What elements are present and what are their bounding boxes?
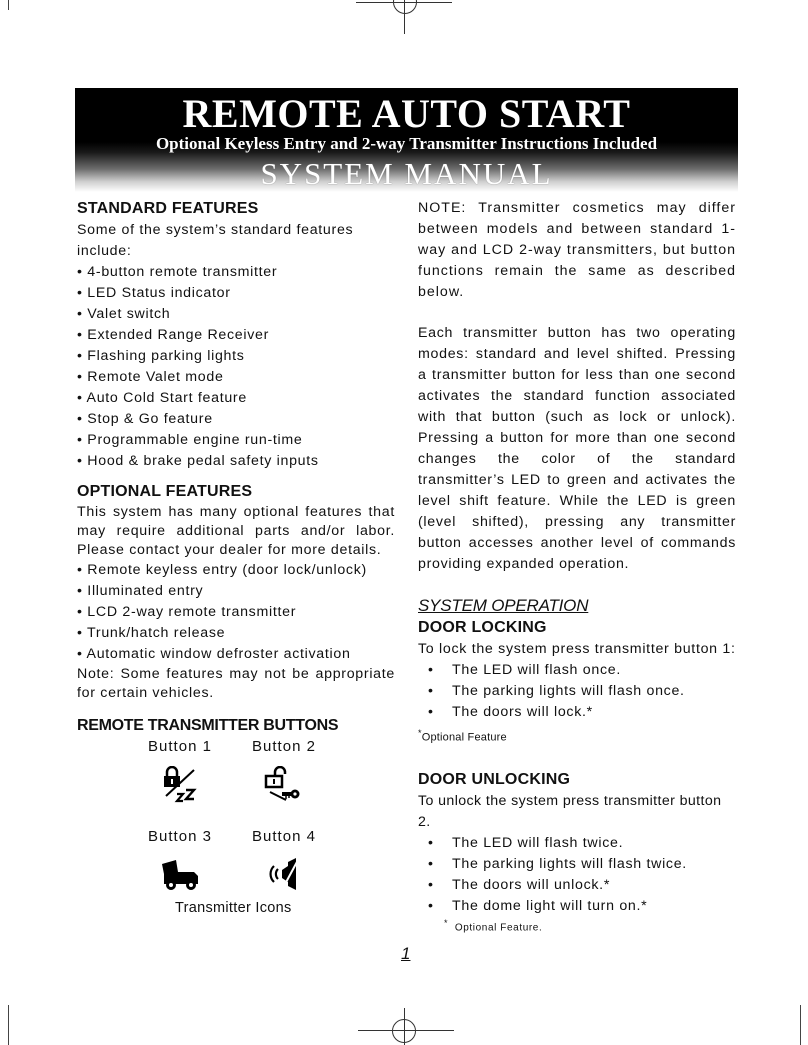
transmitter-note: NOTE: Transmitter cosmetics may differ between models and between standard 1-way and LCD 2-way transmitters, but button functions remain the same as described below. [418,200,736,300]
optional-features-heading: OPTIONAL FEATURES [77,483,253,500]
list-item: • Extended Range Receiver [77,327,270,343]
list-item: • Flashing parking lights [77,348,245,364]
page-subtitle: Optional Keyless Entry and 2-way Transmitter Instructions Included [155,134,658,153]
door-unlocking-list [418,833,736,917]
standard-features-list [77,262,395,472]
list-item: • The LED will flash twice. [428,834,624,851]
list-item: • The doors will unlock.* [428,876,611,893]
list-item: • Programmable engine run-time [77,432,303,448]
list-item: • Valet switch [77,306,171,322]
optional-features-list [77,560,395,665]
left-column [77,198,395,737]
optional-features-intro: This system has many optional features that may require additional parts and/or labor. Please contact your dealer for more details. [77,504,395,558]
optional-features-note: Note: Some features may not be appropriate for certain vehicles. [77,666,395,701]
right-column [418,198,736,934]
list-item: • Hood & brake pedal safety inputs [77,453,319,469]
list-item: • Remote Valet mode [77,369,224,385]
door-unlocking-heading: DOOR UNLOCKING [418,770,571,788]
door-locking-heading: DOOR LOCKING [418,619,547,636]
button-4-label: Button 4 [252,828,316,845]
button-2-label: Button 2 [252,738,316,755]
list-item: • The parking lights will flash twice. [428,855,687,872]
system-operation-heading: SYSTEM OPERATION [418,596,589,615]
locking-footnote: *Optional Feature [418,728,507,744]
list-item: • The doors will lock.* [428,704,593,720]
trunk-car-icon [160,858,202,892]
manual-title: SYSTEM MANUAL [260,156,553,191]
list-item: • The dome light will turn on.* [428,897,648,914]
transmitter-icons-caption: Transmitter Icons [175,900,292,916]
door-unlocking-intro: To unlock the system press transmitter button 2. [418,792,722,830]
door-locking-list [418,660,736,723]
list-item: • LED Status indicator [77,285,231,301]
list-item: • The LED will flash once. [428,662,621,678]
button-1-label: Button 1 [148,738,212,755]
operating-modes-paragraph: Each transmitter button has two operating modes: standard and level shifted. Pressing a transmitter button for less than one second activates the standard function associated with that button (such as lock or unlock). Pressing a button for more than one second changes the color of the standard transmitter’s LED to green and activates the level shift feature. While the LED is green (level shifted), pressing any transmitter button accesses another level of commands providing expanded operation. [418,325,736,572]
standard-features-intro: Some of the system’s standard features include: [77,222,354,259]
door-locking-intro: To lock the system press transmitter button 1: [418,641,736,657]
list-item: • Illuminated entry [77,583,204,599]
list-item: • Remote keyless entry (door lock/unlock) [77,562,367,578]
standard-features-heading: STANDARD FEATURES [77,200,259,217]
page-number: 1 [401,944,411,963]
list-item: • The parking lights will flash once. [428,683,685,699]
list-item: • Trunk/hatch release [77,625,226,641]
lock-sleep-icon [160,766,202,806]
crop-mark-left-bottom [8,1005,9,1045]
unlock-key-icon [264,766,310,806]
list-item: • Stop & Go feature [77,411,213,427]
sound-mute-icon [266,856,306,892]
unlocking-footnote: * Optional Feature. [444,917,543,933]
button-3-label: Button 3 [148,828,212,845]
crop-mark-right-bottom [800,1005,801,1045]
list-item: • Auto Cold Start feature [77,390,247,406]
list-item: • 4-button remote transmitter [77,264,278,280]
crop-mark-left-top [8,0,9,10]
transmitter-buttons-heading: REMOTE TRANSMITTER BUTTONS [77,717,339,734]
list-item: • Automatic window defroster activation [77,646,351,662]
list-item: • LCD 2-way remote transmitter [77,604,297,620]
header-banner [75,88,738,192]
page-title: REMOTE AUTO START [182,91,631,136]
